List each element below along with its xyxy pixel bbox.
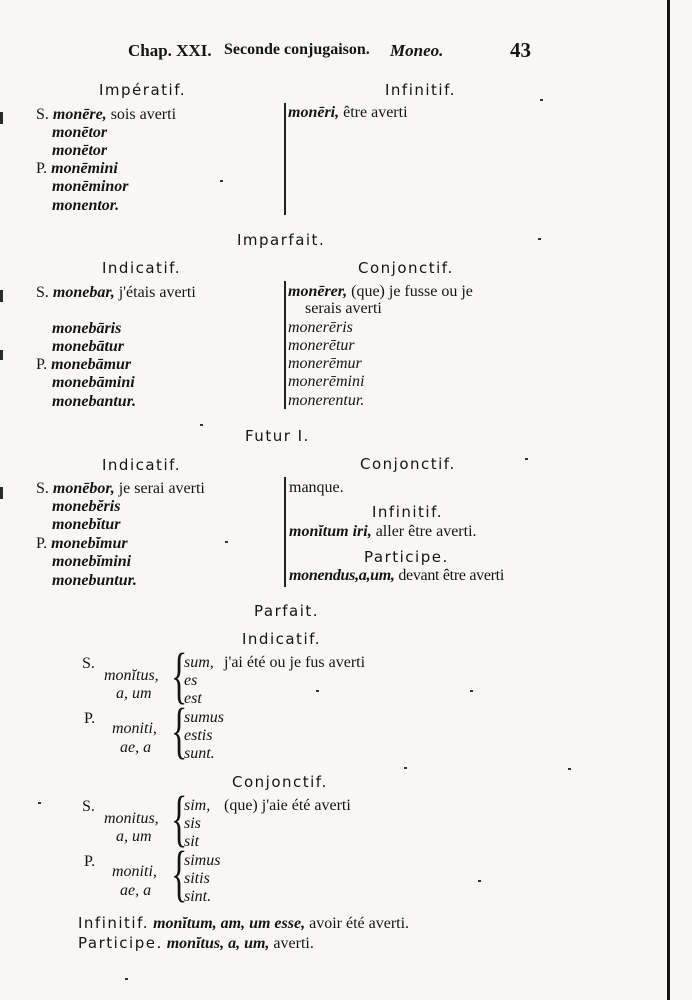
conjugation-row [289,523,477,542]
conjugation-row [52,338,124,357]
verb-form: monebĭmini [52,553,132,570]
gloss: (que) je fusse ou je [351,283,473,300]
verb-form: monēre, [52,106,107,123]
gloss: (que) j'aie été averti [224,797,351,814]
parfait-heading: Parfait. [254,602,320,620]
verb-ending: es [184,672,198,689]
verb-stem: monĭtus, [104,667,159,684]
conjugation-row [36,160,118,179]
verb-form: monerēmur [288,355,362,372]
infinitif-label: Infinitif. [78,914,150,932]
brace: { [171,840,188,908]
verb-ending: sis [184,815,201,832]
verb-stem: ae, a [120,739,152,756]
conjugation-row [52,320,121,339]
verb-form: monebātur [52,338,125,355]
number-label: S. [36,480,49,497]
scan-speck [200,424,203,426]
gloss: devant être averti [398,567,504,584]
parfait-infinitif-line [78,914,409,934]
scan-speck [404,767,407,769]
futur-heading: Futur I. [245,427,310,445]
conjugation-row [52,374,135,393]
page-edge-shadow [667,0,670,1000]
column-divider [284,281,286,409]
gloss: j'ai été ou je fus averti [224,654,366,671]
verb-form: monēbor, [52,480,115,497]
verb-form: monebar, [52,284,115,301]
scan-speck [470,690,473,692]
conjugation-row [52,178,128,197]
parfait-participe-line [78,934,314,954]
parfait-conjonctif-heading: Conjonctif. [232,773,328,791]
verb-ending: sim, [184,797,211,814]
verb-form: monebāmur [51,356,132,373]
verb-title: Moneo. [390,41,444,60]
scan-speck [540,99,543,101]
verb-ending: sumus [184,709,225,726]
verb-form: monētor [52,142,108,159]
conjonctif-heading: Conjonctif. [360,455,456,473]
verb-form: monebĭtur [52,516,121,533]
indicatif-heading: Indicatif. [102,456,182,474]
verb-form: monerēris [288,319,353,336]
verb-form: monĭtum, am, um esse, [153,915,306,932]
verb-form: monerēmini [288,373,365,390]
scan-speck [220,180,223,182]
gloss: avoir été averti. [309,915,410,932]
scan-speck [568,768,571,770]
scan-edge-mark [0,290,3,302]
verb-form: monebĕris [52,498,121,515]
conjugation-row [52,572,137,591]
verb-form: monendus,a,um, [289,567,395,584]
conjugation-row [52,516,120,535]
parfait-indicatif-heading: Indicatif. [242,630,322,648]
verb-form: monerentur. [288,392,365,409]
verb-stem: a, um [116,828,152,845]
verb-form: monebāmini [52,374,135,391]
gloss: averti. [273,935,314,952]
verb-ending: sit [184,833,200,850]
verb-form: monĭtum iri, [289,523,372,540]
imperatif-heading: Impératif. [99,81,187,99]
conjugation-row [52,142,107,161]
scan-edge-mark [0,487,3,499]
conjugation-row [52,124,107,143]
participe-heading: Participe. [364,548,449,566]
number-label: P. [36,356,48,373]
scan-speck [478,880,481,882]
verb-form: monēminor [52,178,129,195]
number-label: P. [84,710,96,727]
verb-form: monēri, [288,104,340,121]
scan-speck [38,802,41,804]
conjugation-row [52,498,120,517]
conjugation-row [36,535,128,554]
gloss: sois averti [110,106,177,123]
verb-ending: sitis [184,870,210,887]
number-label: S. [36,106,49,123]
brace: { [171,697,188,765]
verb-ending: estis [184,727,213,744]
imparfait-heading: Imparfait. [237,231,326,249]
verb-form: monebantur. [52,393,137,410]
scan-speck [538,238,541,240]
verb-form: monentor. [52,197,120,214]
scan-speck [125,978,128,980]
scan-speck [316,690,319,692]
indicatif-heading: Indicatif. [102,259,182,277]
gloss: je serai averti [118,480,205,497]
verb-form: monĭtus, a, um, [166,935,270,952]
infinitif-heading: Infinitif. [385,81,457,99]
verb-form: monebuntur. [52,572,137,589]
conjugation-row [52,553,131,572]
verb-form: monebāris [52,320,122,337]
number-label: S. [36,284,49,301]
verb-ending: sum, [184,654,214,671]
conjugation-row [36,284,196,303]
chapter-label: Chap. XXI. [128,41,212,60]
verb-ending: simus [184,852,221,869]
verb-form: monēmini [51,160,118,177]
number-label: S. [82,798,95,815]
verb-ending: est [184,690,202,707]
gloss: aller être averti. [375,523,477,540]
verb-stem: moniti, [112,720,157,737]
verb-form: monerētur [288,337,355,354]
scan-speck [525,458,528,460]
scan-edge-mark [0,112,3,124]
number-label: S. [82,655,95,672]
brace: { [171,785,188,853]
brace: { [171,642,188,710]
verb-ending: sunt. [184,745,215,762]
conjugation-row [289,567,504,586]
gloss: j'étais averti [118,284,196,301]
participe-label: Participe. [78,934,163,952]
conjugation-row [288,104,408,123]
verb-form: monētor [52,124,108,141]
number-label: P. [84,853,96,870]
infinitif-heading: Infinitif. [372,503,444,521]
scan-speck [225,541,228,543]
scan-edge-mark [0,350,3,360]
verb-ending: sint. [184,888,212,905]
conjonctif-heading: Conjonctif. [358,259,454,277]
manque-text: manque. [289,479,344,496]
number-label: P. [36,535,48,552]
gloss: être averti [343,104,408,121]
conjugation-row [36,106,176,125]
section-title: Seconde conjugaison. [224,41,370,58]
conjugation-row [52,393,136,412]
column-divider [284,477,286,587]
verb-form: monebĭmur [51,535,128,552]
verb-stem: ae, a [120,882,152,899]
gloss-continuation: serais averti [305,300,382,317]
verb-stem: moniti, [112,863,157,880]
conjugation-row [288,283,473,302]
verb-stem: a, um [116,685,152,702]
number-label: P. [36,160,48,177]
verb-form: monērer, [288,283,348,300]
verb-stem: monitus, [104,810,159,827]
column-divider [284,103,286,215]
page-number: 43 [510,38,531,62]
conjugation-row [36,356,131,375]
conjugation-row [52,197,119,216]
conjugation-row [36,480,205,499]
